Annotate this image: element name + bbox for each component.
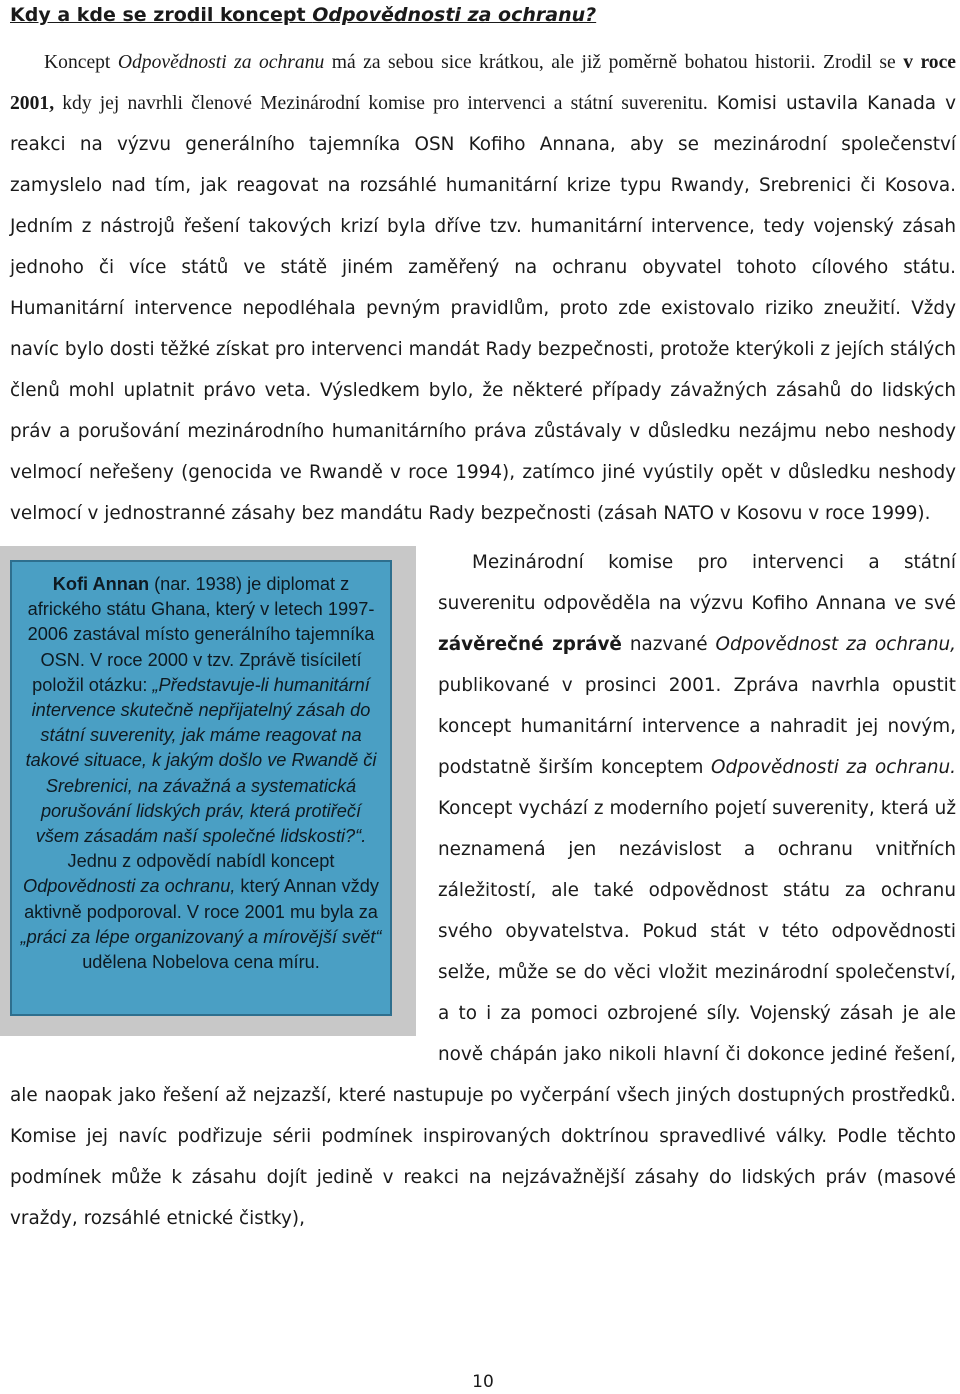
report-title: Odpovědnost za ochranu, [715, 634, 956, 655]
text-run: (nar. 1938) je diplomat z afrického státu Ghana, který v letech 1997-2006 zastával místo generálního tajemníka OSN. V roce 2000 v tzv. Zprávě tisíciletí položil otázku: [27, 574, 375, 695]
text-run: Koncept vychází z moderního pojetí suverenity, která už neznamená jen nezávislost a ochranu vnitřních záležitostí, ale také odpovědnost státu za ochranu svého obyvatelstva. Pokud stát v této odpovědnosti selže, může se do věci vložit mezinárodní společenství, a to i za pomoci ozbrojené síly. Vojenský zásah je ale nově chápán jako nikoli hlavní či dokonce jediné řešení, ale naopak jako řešení až nejzazší, které nastupuje po vyčerpání všech jiných dostupných prostředků. Komise jej navíc podřizuje sérii podmínek inspirovaných doktrínou spravedlivé války. Podle těchto podmínek může k zásahu dojít jedině v reakci na nejzávažnější zásahy do lidských práv (masové vraždy, rozsáhlé etnické čistky), [10, 798, 956, 1229]
body-text [10, 42, 956, 1239]
prize-quote: „práci za lépe organizovaný a mírovější svět“ [20, 926, 382, 947]
sidebar-box-kofi-annan [10, 560, 392, 1016]
section-heading [10, 3, 596, 27]
text-run: nazvané [621, 634, 716, 655]
page-number: 10 [472, 1372, 494, 1392]
concept-term: Odpovědnosti za ochranu, [23, 876, 236, 897]
text-run: který Annan vždy aktivně podporoval. V roce 2001 mu byla za [24, 876, 379, 922]
concept-term: Odpovědnosti za ochranu. [711, 757, 956, 778]
heading-text: Kdy a kde se zrodil koncept [10, 4, 313, 26]
concept-term: Odpovědnosti za ochranu [117, 52, 325, 73]
sidebar-text [20, 572, 382, 975]
text-run: má za sebou sice krátkou, ale již poměrně bohatou historii. Zrodil se [324, 52, 904, 73]
text-run: Jednu z odpovědí nabídl koncept [67, 851, 335, 872]
text-run: Koncept [44, 52, 118, 73]
text-run: Mezinárodní komise pro intervenci a státní suverenitu odpověděla na výzvu Kofiho Annana ve své [438, 552, 956, 614]
text-run: publikované v prosinci 2001. Zpráva navrhla opustit koncept humanitární intervence a nahradit jej novým, podstatně širším konceptem [438, 675, 956, 778]
paragraph-1 [10, 42, 956, 534]
year-highlight: v roce 2001, [10, 52, 956, 114]
text-run: kdy jej navrhli členové Mezinárodní komise pro intervenci a státní suverenitu. [54, 93, 708, 114]
sidebar-name: Kofi Annan [52, 574, 150, 594]
report-highlight: závěrečné zprávě [438, 634, 622, 655]
sidebar-frame [0, 546, 416, 1036]
heading-italic: Odpovědnosti za ochranu? [312, 4, 597, 26]
text-run-sans: Komisi ustavila Kanada v reakci na výzvu generálního tajemníka OSN Kofiho Annana, aby se mezinárodní společenství zamyslelo nad tím, jak reagovat na rozsáhlé humanitární krize typu Rwandy, Srebrenici či Kosova. Jedním z nástrojů řešení takových krizí byla dříve tzv. humanitární intervence, tedy vojenský zásah jednoho či více států ve státě jiném zaměřený na ochranu obyvatel tohoto cílového státu. Humanitární intervence nepodléhala pevným pravidlům, proto zde existovalo riziko zneužití. Vždy navíc bylo dosti těžké získat pro intervenci mandát Rady bezpečnosti, protože kterýkoli z jejích stálých členů mohl uplatnit právo veta. Výsledkem bylo, že některé případy závažných zásahů do lidských práv a porušování mezinárodního humanitárního práva zůstávaly v důsledku nezájmu nebo neshody velmocí neřešeny (genocida ve Rwandě v roce 1994), zatímco jiné vyústily opět v důsledku neshody velmocí v jednostranné zásahy bez mandátu Rady bezpečnosti (zásah NATO v Kosovu v roce 1999). [10, 93, 956, 524]
text-run: udělena Nobelova cena míru. [82, 952, 320, 973]
sidebar-quote: „Představuje-li humanitární intervence skutečně nepřijatelný zásah do státní suverenity, jak máme reagovat na takové situace, k jakým došlo ve Rwandě či Srebrenici, na závažná a systematická porušování lidských práv, která protiřečí všem zásadám naší společné lidskosti?“. [25, 674, 377, 847]
